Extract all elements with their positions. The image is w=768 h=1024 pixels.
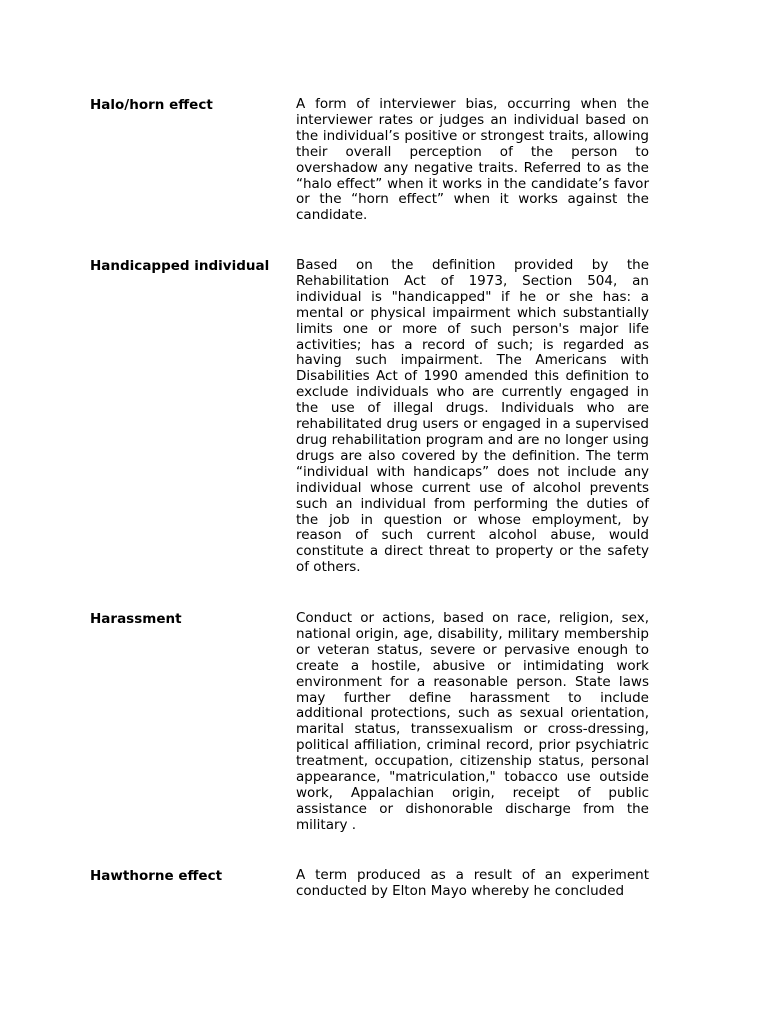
glossary-term: Harassment [90,611,182,627]
glossary-definition: A form of interviewer bias, occurring when the interviewer rates or judges an individual based on the individual’s positive or strongest traits, allowing their overall perception of the person to overshadow any negative traits. Referred to as the “halo effect” when it works in the candidate’s favor or the “horn effect” when it works against the candidate. [296,96,649,224]
glossary-term: Hawthorne effect [90,868,223,884]
glossary-term: Halo/horn effect [90,97,213,113]
glossary-definition: Based on the definition provided by the Rehabilitation Act of 1973, Section 504, an individual is "handicapped" if he or she has: a mental or physical impairment which substantially limits one or more of such person's major life activities; has a record of such; is regarded as having such impairment. The Americans with Disabilities Act of 1990 amended this definition to exclude individuals who are currently engaged in the use of illegal drugs. Individuals who are rehabilitated drug users or engaged in a supervised drug rehabilitation program and are no longer using drugs are also covered by the definition. The term “individual with handicaps” does not include any individual whose current use of alcohol prevents such an individual from performing the duties of the job in question or whose employment, by reason of such current alcohol abuse, would constitute a direct threat to property or the safety of others. [296,257,649,576]
glossary-definition: A term produced as a result of an experiment conducted by Elton Mayo whereby he concluded [296,867,649,899]
glossary-term: Handicapped individual [90,258,270,274]
glossary-definition: Conduct or actions, based on race, religion, sex, national origin, age, disability, military membership or veteran status, severe or pervasive enough to create a hostile, abusive or intimidating work environment for a reasonable person. State laws may further define harassment to include additional protections, such as sexual orientation, marital status, transsexualism or cross-dressing, political affiliation, criminal record, prior psychiatric treatment, occupation, citizenship status, personal appearance, "matriculation," tobacco use outside work, Appalachian origin, receipt of public assistance or dishonorable discharge from the military . [296,610,649,833]
